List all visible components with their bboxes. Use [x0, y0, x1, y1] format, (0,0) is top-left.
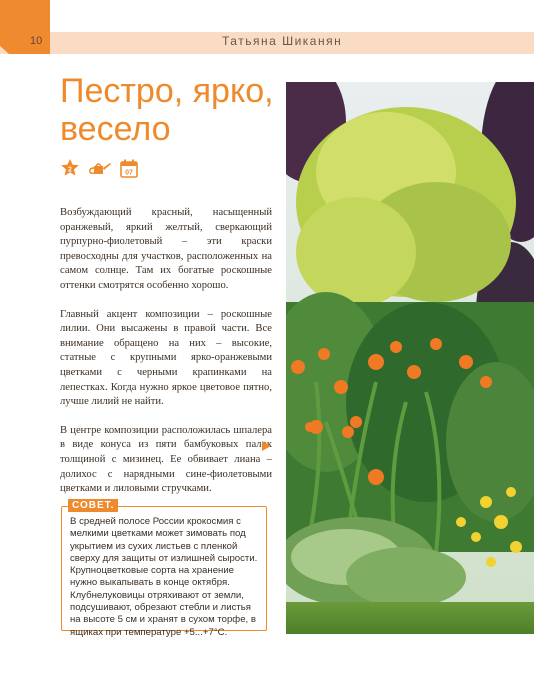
- paragraph: Главный акцент композиции – роскошные лилии. Они высажены в правой части. Все внимание обращено на них – высокие, статные с крупными ярко-оранжевыми цветками с черными крапинками на лепестках. Когда нужно яркое цветовое пятно, лучше лилий не найти.: [60, 308, 272, 408]
- tip-text: В средней полосе России крокосмия с мелкими цветками может зимовать под укрытием из сухих листьев с пленкой сверху для защиты от излишней сырости. Крупноцветковые сорта на хранение нужно выкапывать в конце октября. Клубнелуковицы отряхивают от земли, подсушивают, обрезают стебли и листья на высоте 5 см и хранят в сухом торфе, в ящиках при температуре +5...+7°С.: [70, 516, 258, 638]
- tip-box: [61, 500, 267, 638]
- tip-label: СОВЕТ.: [68, 499, 118, 512]
- page-number: 10: [30, 35, 43, 47]
- paragraph: Возбуждающий красный, насыщенный оранжевый, яркий желтый, сверкающий пурпурно-фиолетовый – эти краски превосходны для участков, расположенных на самом солнце. Там их богатые роскошные оттенки смотрятся особенно хорошо.: [60, 207, 272, 291]
- calendar-value: 07: [125, 169, 133, 176]
- star-badge-icon: [60, 158, 80, 178]
- triangle-arrow-icon: [262, 441, 271, 451]
- garden-flowerbed-photo: [286, 82, 534, 634]
- page-title: Пестро, ярко, весело: [60, 72, 274, 148]
- paragraph: В центре композиции расположилась шпалера в виде конуса из пяти бамбуковых палок толщиной с мизинец. Ее обвивает лиана – долихос с нарядными сине-фиолетовыми цветками и лиловыми стручками.: [60, 424, 272, 495]
- author-name: Татьяна Шиканян: [222, 34, 343, 48]
- body-text: [60, 206, 272, 511]
- difficulty-value: 2: [68, 166, 72, 174]
- watering-can-icon: [88, 159, 112, 177]
- icon-row: [60, 158, 138, 178]
- header-tab: [0, 0, 50, 54]
- calendar-icon: [120, 159, 138, 178]
